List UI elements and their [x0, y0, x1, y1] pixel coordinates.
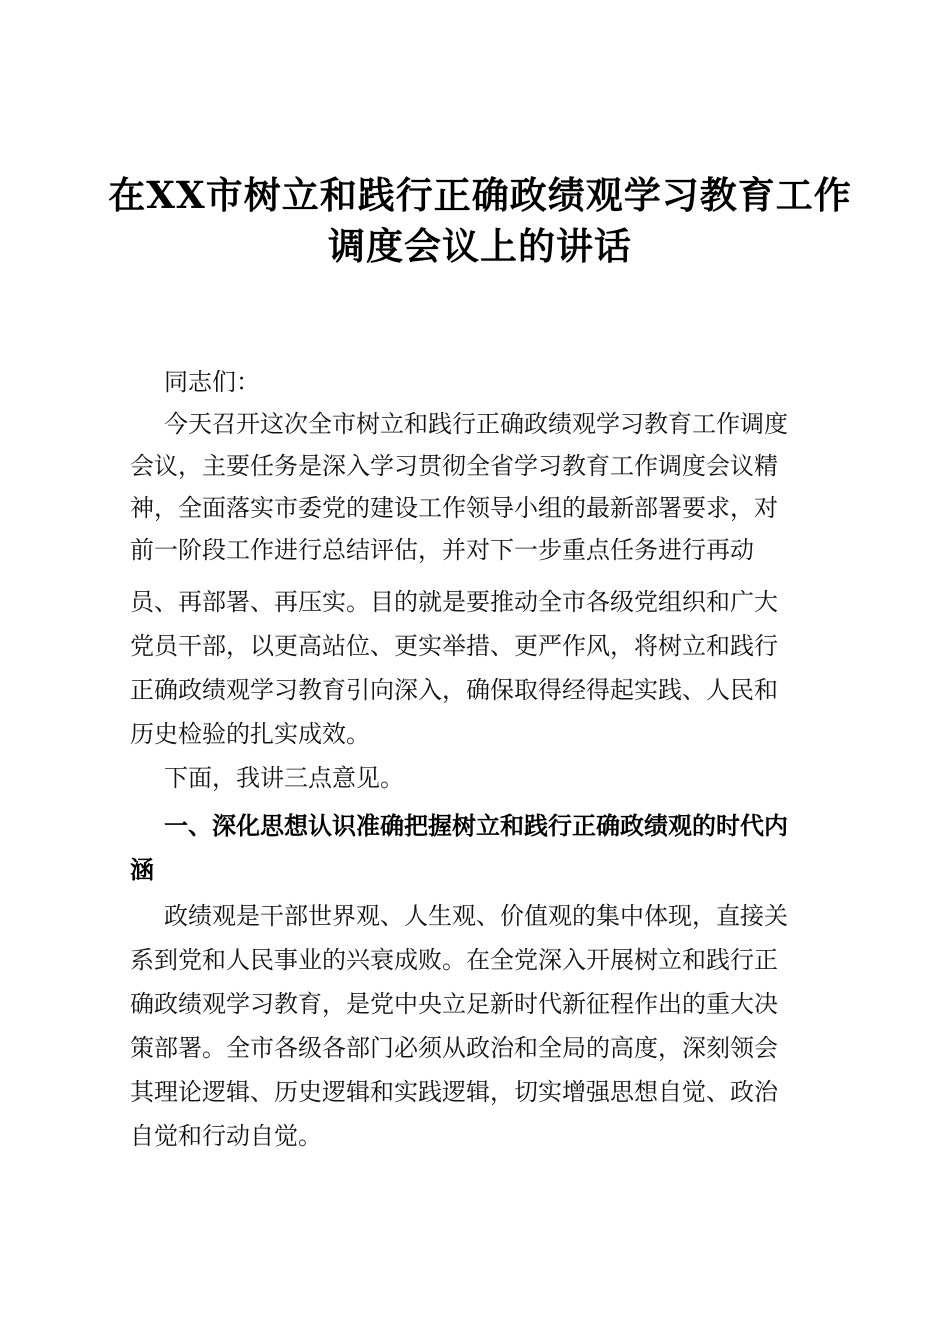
salutation: 同志们：: [164, 368, 260, 396]
paragraph-1-line: 党员干部，以更高站位、更实举措、更严作风，将树立和践行: [130, 632, 778, 660]
paragraph-1-line: 历史检验的扎实成效。: [130, 720, 370, 748]
section-heading-1: 一、深化思想认识准确把握树立和践行正确政绩观的时代内: [164, 812, 788, 840]
paragraph-3-line: 系到党和人民事业的兴衰成败。在全党深入开展树立和践行正: [130, 946, 778, 974]
paragraph-2-line: 下面，我讲三点意见。: [164, 764, 404, 792]
section-heading-1-continued: 涵: [130, 856, 154, 884]
paragraph-3-line: 其理论逻辑、历史逻辑和实践逻辑，切实增强思想自觉、政治: [130, 1078, 778, 1106]
document-title-line-2: 调度会议上的讲话: [328, 224, 632, 268]
paragraph-1-line: 正确政绩观学习教育引向深入，确保取得经得起实践、人民和: [130, 676, 778, 704]
paragraph-1-line: 今天召开这次全市树立和践行正确政绩观学习教育工作调度: [164, 410, 788, 438]
paragraph-3-line: 自觉和行动自觉。: [130, 1122, 322, 1150]
paragraph-1-line: 神，全面落实市委党的建设工作领导小组的最新部署要求，对: [130, 494, 778, 522]
paragraph-1-line: 员、再部署、再压实。目的就是要推动全市各级党组织和广大: [130, 588, 778, 616]
paragraph-3-line: 政绩观是干部世界观、人生观、价值观的集中体现，直接关: [164, 902, 788, 930]
paragraph-1-line: 前一阶段工作进行总结评估，并对下一步重点任务进行再动: [130, 536, 754, 564]
paragraph-1-line: 会议，主要任务是深入学习贯彻全省学习教育工作调度会议精: [130, 452, 778, 480]
document-title-line-1: 在XX市树立和践行正确政绩观学习教育工作: [108, 173, 852, 217]
paragraph-3-line: 确政绩观学习教育，是党中央立足新时代新征程作出的重大决: [130, 990, 778, 1018]
paragraph-3-line: 策部署。全市各级各部门必须从政治和全局的高度，深刻领会: [130, 1034, 778, 1062]
